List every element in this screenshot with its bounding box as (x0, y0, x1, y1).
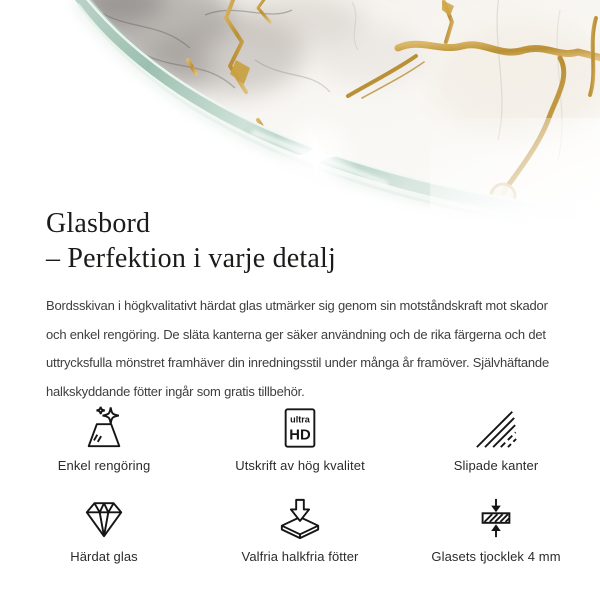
feature-grid (0, 406, 600, 564)
section-title (46, 206, 560, 276)
non-slip-feet-icon (276, 497, 324, 541)
ultra-hd-icon (276, 406, 324, 450)
feature-polished-edges (398, 406, 594, 473)
easy-cleaning-icon (80, 406, 128, 450)
feature-label: Enkel rengöring (57, 458, 151, 473)
glass-table-photo (0, 0, 600, 232)
feature-label: Härdat glas (70, 549, 138, 564)
product-description (46, 292, 560, 406)
description-line: och enkel rengöring. De släta kanterna ger säker användning och de rika färgerna och det (46, 326, 546, 342)
description-line: halkskyddande fötter ingår som gratis tillbehör. (46, 383, 305, 399)
feature-label: Valfria halkfria fötter (241, 549, 359, 564)
description-line: uttrycksfulla mönstret framhäver din inredningsstil under många år framöver. Självhäftande (46, 355, 549, 370)
feature-glass-thickness (398, 497, 594, 564)
feature-label: Utskrift av hög kvalitet (235, 458, 365, 473)
feature-easy-cleaning (6, 406, 202, 473)
feature-label: Slipade kanter (453, 458, 539, 473)
feature-non-slip-feet (202, 497, 398, 564)
svg-text:HD: HD (289, 427, 311, 444)
feature-tempered-glass (6, 497, 202, 564)
description-line: Bordsskivan i högkvalitativt härdat glas utmärker sig genom sin motståndskraft mot skador (46, 298, 548, 313)
feature-ultra-hd (202, 406, 398, 473)
title-line-2: – Perfektion i varje detalj (46, 243, 336, 274)
svg-text:ultra: ultra (290, 414, 310, 425)
title-line-1: Glasbord (46, 208, 151, 239)
polished-edges-icon (472, 406, 520, 450)
glass-thickness-icon (472, 497, 520, 541)
tempered-glass-icon (80, 497, 128, 541)
feature-label: Glasets tjocklek 4 mm (431, 549, 561, 564)
